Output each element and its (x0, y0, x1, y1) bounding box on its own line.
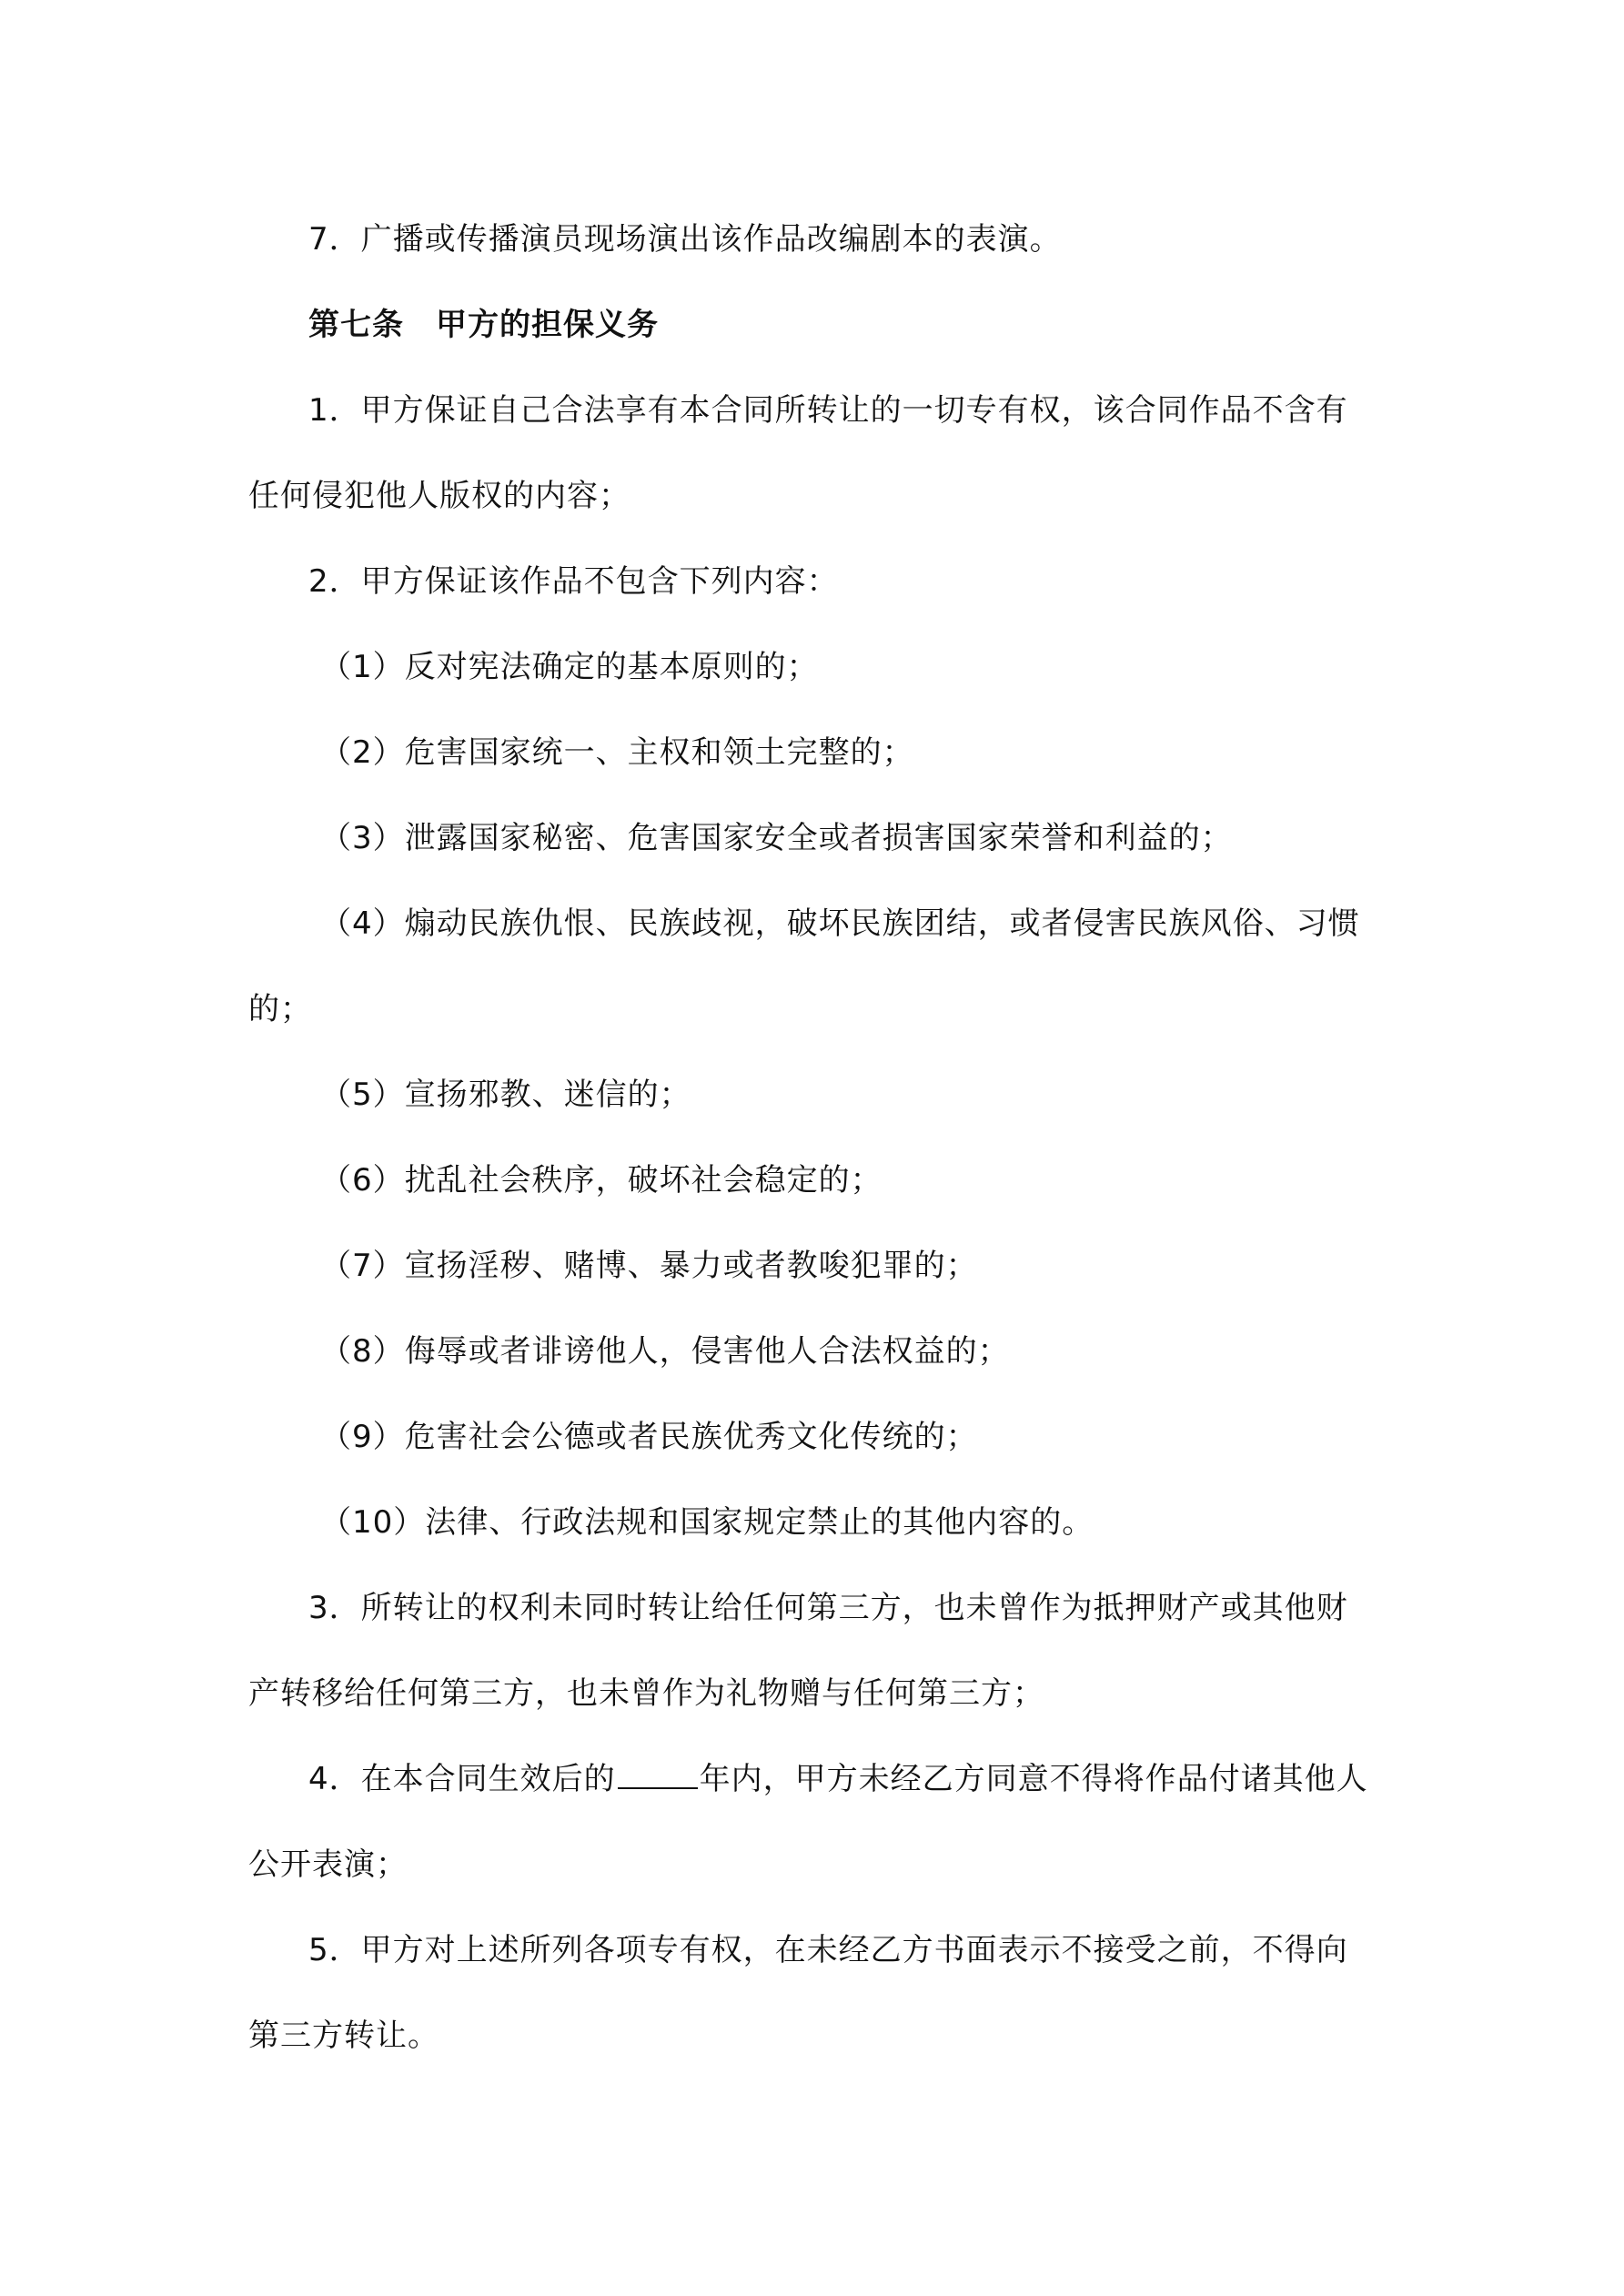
item-5-line-1: 5．甲方对上述所列各项专有权，在未经乙方书面表示不接受之前，不得向 (308, 1932, 1348, 1968)
sub-item-2: （2）危害国家统一、主权和领土完整的； (320, 734, 914, 771)
sub-item-10: （10）法律、行政法规和国家规定禁止的其他内容的。 (320, 1504, 1094, 1541)
sub-item-4-line-1: （4）煽动民族仇恨、民族歧视，破坏民族团结，或者侵害民族风俗、习惯 (320, 905, 1360, 942)
article-7-heading: 第七条 甲方的担保义务 (308, 307, 659, 343)
sub-item-6: （6）扰乱社会秩序，破坏社会稳定的； (320, 1162, 883, 1199)
sub-item-3: （3）泄露国家秘密、危害国家安全或者损害国家荣誉和利益的； (320, 820, 1233, 856)
item-4-line-1 (308, 1736, 1395, 1822)
item-5-line-2: 第三方转让。 (248, 2018, 439, 2054)
item-1-line-2: 任何侵犯他人版权的内容； (248, 478, 630, 514)
sub-item-9: （9）危害社会公德或者民族优秀文化传统的； (320, 1419, 978, 1455)
item-3-line-1: 3．所转让的权利未同时转让给任何第三方，也未曾作为抵押财产或其他财 (308, 1590, 1348, 1626)
item-7: 7．广播或传播演员现场演出该作品改编剧本的表演。 (308, 221, 1062, 258)
sub-item-7: （7）宣扬淫秽、赌博、暴力或者教唆犯罪的； (320, 1248, 978, 1284)
item-4-line-2: 公开表演； (248, 1846, 408, 1883)
fill-in-blank[interactable] (618, 1760, 698, 1789)
item-1-line-1: 1．甲方保证自己合法享有本合同所转让的一切专有权，该合同作品不含有 (308, 392, 1348, 429)
sub-item-4-line-2: 的； (248, 991, 312, 1027)
sub-item-1: （1）反对宪法确定的基本原则的； (320, 649, 819, 685)
item-2: 2．甲方保证该作品不包含下列内容： (308, 563, 839, 600)
item-4-prefix: 4．在本合同生效后的 (308, 1761, 616, 1797)
item-3-line-2: 产转移给任何第三方，也未曾作为礼物赠与任何第三方； (248, 1675, 1044, 1712)
item-4-suffix: 年内，甲方未经乙方同意不得将作品付诸其他人 (699, 1761, 1368, 1797)
sub-item-8: （8）侮辱或者诽谤他人，侵害他人合法权益的； (320, 1333, 1010, 1370)
sub-item-5: （5）宣扬邪教、迷信的； (320, 1077, 691, 1113)
